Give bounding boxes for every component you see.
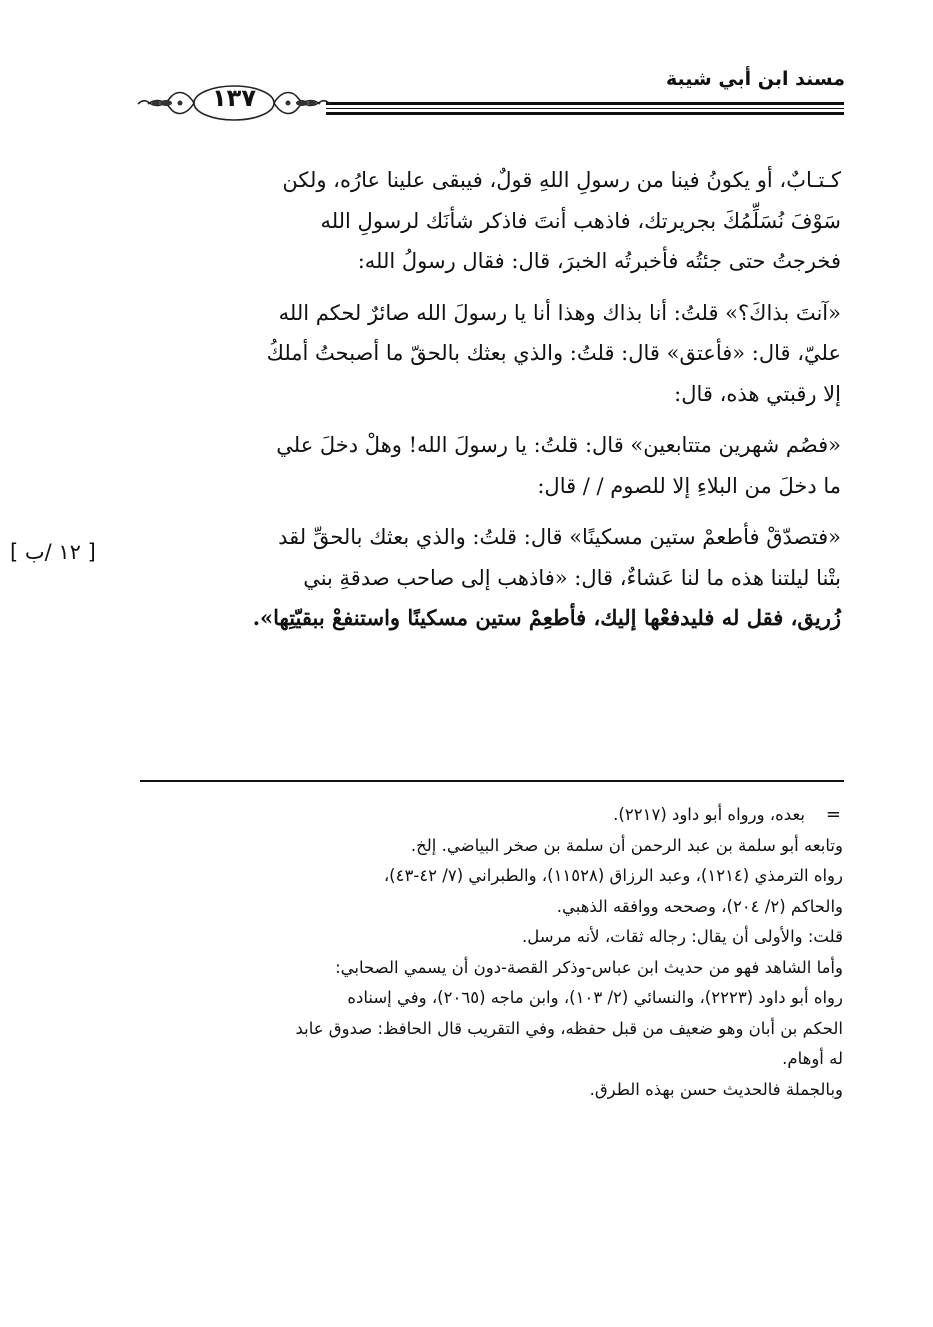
text-line: ما دخلَ من البلاءِ إلا للصوم / / قال: — [537, 473, 841, 498]
text-line: «فصُم شهرين متتابعين» قال: قلتُ: يا رسولَ الله! وهلْ دخلَ علي — [276, 433, 841, 457]
paragraph-4 — [137, 517, 841, 639]
text-line: «آنتَ بذاكَ؟» قلتُ: أنا بذاك وهذا أنا يا رسولَ الله صائرٌ لحكم الله — [278, 300, 841, 325]
footnote-separator — [140, 780, 844, 782]
page-number: ١٣٧ — [212, 84, 256, 112]
text-line: فخرجتُ حتى جئتُه فأخبرتُه الخبرَ، قال: فقال رسولُ الله: — [357, 249, 841, 273]
paragraph-2 — [137, 293, 841, 415]
footnote-line: وأما الشاهد فهو من حديث ابن عباس-وذكر القصة-دون أن يسمي الصحابي: — [335, 957, 843, 977]
footnote-line: الحكم بن أبان وهو ضعيف من قبل حفظه، وفي التقريب قال الحافظ: صدوق عابد — [295, 1018, 843, 1038]
text-line: زُريق، فقل له فليدفعْها إليك، فأطعِمْ ستين مسكينًا واستنفعْ ببقيّتِها». — [252, 605, 841, 630]
paragraph-3 — [137, 425, 841, 506]
footnote-line: والحاكم (٢/ ٢٠٤)، وصححه ووافقه الذهبي. — [556, 896, 843, 916]
footnote-line: رواه أبو داود (٢٢٢٣)، والنسائي (٢/ ١٠٣)، وابن ماجه (٢٠٦٥)، وفي إسناده — [347, 988, 843, 1007]
running-header-title: مسند ابن أبي شيبة — [665, 68, 845, 90]
paragraph-1 — [137, 160, 841, 282]
footnote-line: رواه الترمذي (١٢١٤)، وعبد الرزاق (١١٥٢٨)، والطبراني (٧/ ٤٢-٤٣)، — [383, 866, 843, 885]
footnote-continuation-marker: = — [825, 804, 841, 825]
main-text — [137, 160, 841, 650]
footnote-line: قلت: والأولى أن يقال: رجاله ثقات، لأنه مرسل. — [521, 927, 843, 946]
footnotes — [139, 800, 843, 1105]
text-line: سَوْفَ نُسَلِّمُكَ بجريرتك، فاذهب أنتَ فاذكر شأنَك لرسولِ الله — [320, 208, 841, 233]
header-rules — [326, 102, 844, 118]
manuscript-folio-marker: [ ١٢ /ب ] — [10, 540, 96, 564]
text-line: كـتـابٌ، أو يكونُ فينا من رسولِ اللهِ قولٌ، فيبقى علينا عارُه، ولكن — [282, 168, 841, 192]
footnote-line: له أوهام. — [782, 1049, 843, 1068]
text-line: عليّ، قال: «فأعتق» قال: قلتُ: والذي بعثك بالحقّ ما أصبحتُ أملكُ — [266, 341, 841, 365]
text-line: إلا رقبتي هذه، قال: — [674, 381, 841, 406]
text-line: بتْنا ليلتنا هذه ما لنا عَشاءٌ، قال: «فاذهب إلى صاحب صدقةِ بني — [303, 565, 841, 590]
footnote-line: وتابعه أبو سلمة بن عبد الرحمن أن سلمة بن صخر البياضي. إلخ. — [410, 835, 843, 855]
footnote-line: بعده، ورواه أبو داود (٢٢١٧). — [613, 805, 805, 824]
footnote-line: وبالجملة فالحديث حسن بهذه الطرق. — [589, 1079, 843, 1099]
text-line: «فتصدّقْ فأطعمْ ستين مسكينًا» قال: قلتُ: والذي بعثك بالحقِّ لقد — [278, 525, 841, 549]
